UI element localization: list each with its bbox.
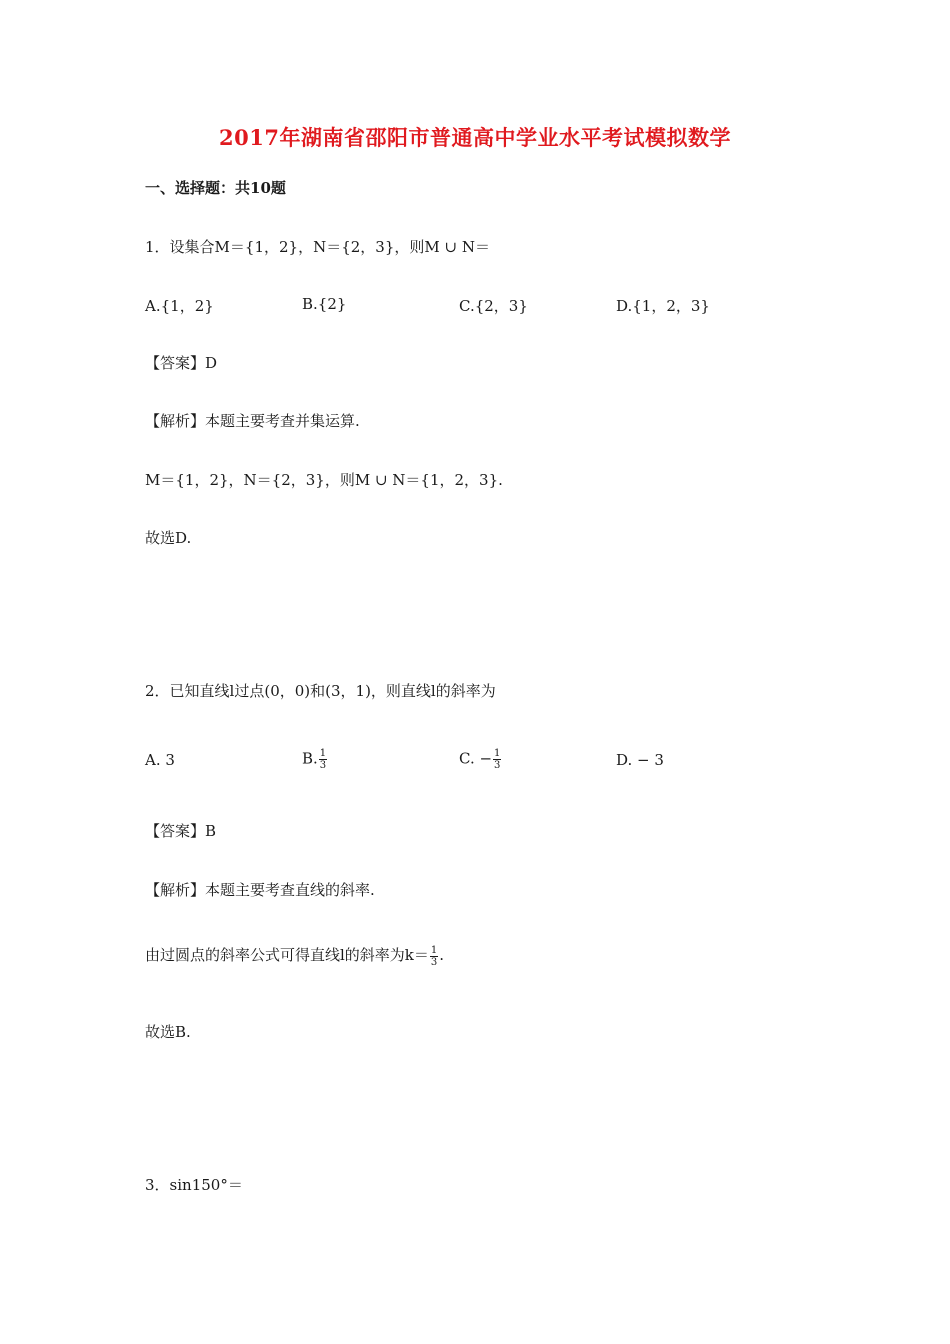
document-title: 2017年湖南省邵阳市普通高中学业水平考试模拟数学 [219,125,731,150]
question-1-option-d: D.{1，2，3} [616,297,710,315]
question-2-option-c-label: C. − [459,749,493,768]
fraction [493,748,501,771]
question-2-option-b-label: B. [302,749,318,768]
question-1-option-b: B.{2} [302,295,347,313]
question-2-detail [145,944,444,968]
fraction-denominator: 3 [430,956,438,968]
question-2-detail-end: . [439,946,445,964]
section-heading: 一、选择题：共10题 [145,179,286,197]
fraction-denominator: 3 [319,760,327,771]
fraction-denominator: 3 [494,760,501,771]
question-2-option-d: D. − 3 [616,751,664,769]
question-1-analysis: 【解析】本题主要考查并集运算. [145,412,360,430]
question-1-option-a: A.{1，2} [145,297,214,315]
question-1-conclusion: 故选D. [145,529,192,547]
question-2-answer: 【答案】B [145,822,217,840]
question-1-stem: 1．设集合M＝{1，2}，N＝{2，3}，则M ∪ N＝ [145,238,490,256]
fraction-numerator: 1 [319,748,327,759]
question-2-option-b [302,748,328,771]
question-1-detail: M＝{1，2}，N＝{2，3}，则M ∪ N＝{1，2，3}. [145,471,503,489]
question-2-option-c [459,748,502,771]
question-2-conclusion: 故选B. [145,1023,191,1041]
fraction-numerator: 1 [430,944,438,956]
fraction-numerator: 1 [494,748,501,759]
question-2-analysis: 【解析】本题主要考查直线的斜率. [145,881,375,899]
question-2-stem: 2．已知直线l过点(0，0)和(3，1)，则直线l的斜率为 [145,682,496,700]
question-3-stem: 3．sin150°＝ [145,1176,243,1194]
fraction [319,748,327,771]
question-2-option-a: A. 3 [145,751,175,769]
question-2-detail-text: 由过圆点的斜率公式可得直线l的斜率为k＝ [145,946,429,964]
fraction [430,945,438,968]
question-1-option-c: C.{2，3} [459,297,528,315]
question-1-answer: 【答案】D [145,354,218,372]
